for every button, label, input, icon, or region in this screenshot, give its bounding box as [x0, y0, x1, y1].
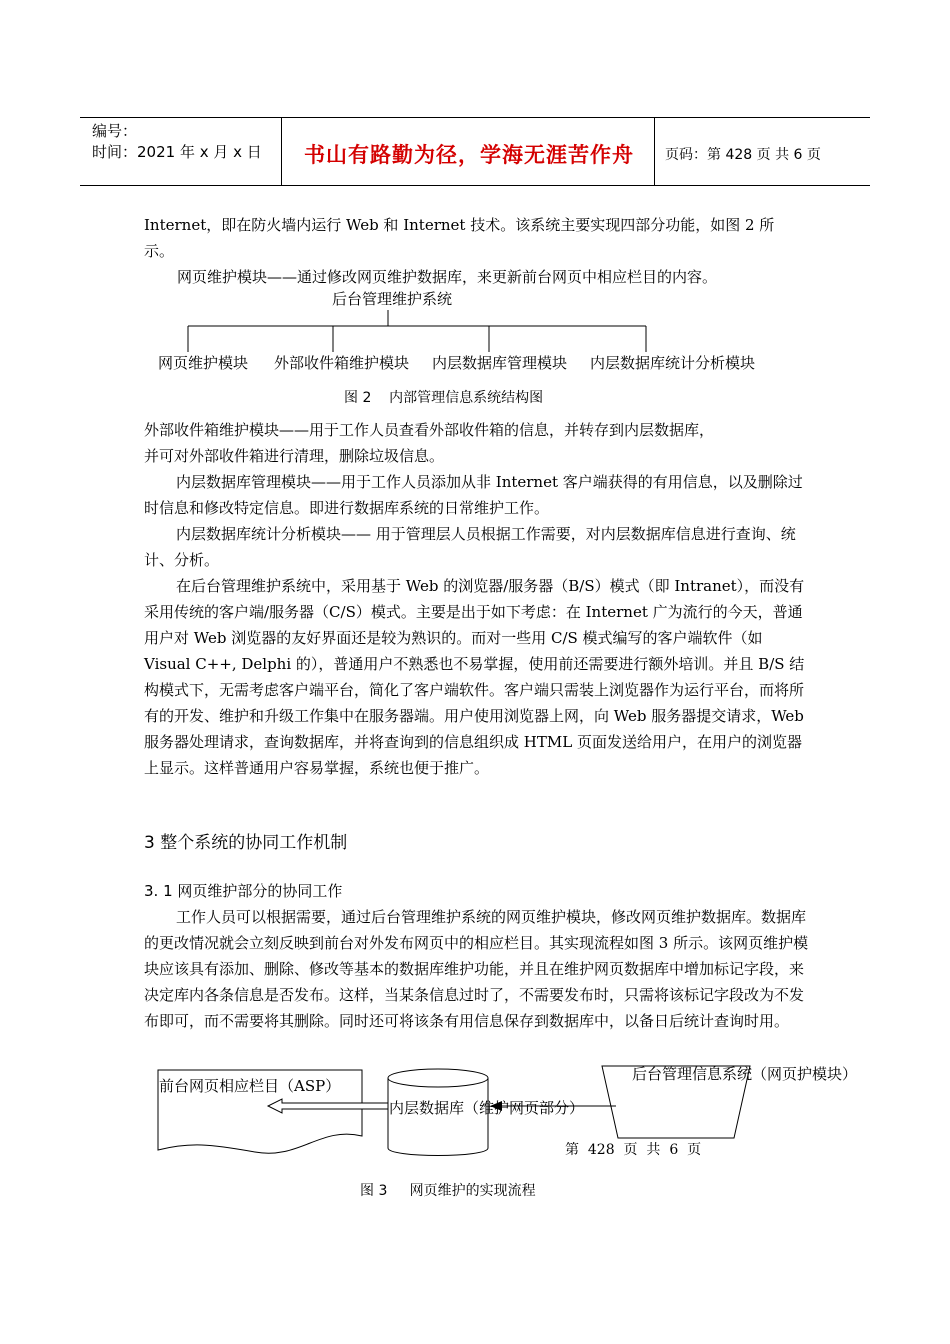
fig3-cylinder-top	[388, 1069, 488, 1087]
fig3-backend-label: 后台管理信息系统（网页护模块）	[632, 1065, 858, 1083]
fig3-front-page-label: 前台网页相应栏目（ASP）	[159, 1077, 341, 1095]
para-db-mgmt: 内层数据库管理模块——用于工作人员添加从非 Internet 客户端获得的有用信息，以及删除过时信息和修改特定信息。即进行数据库系统的日常维护工作。	[144, 473, 803, 517]
intro-line-2: 示。	[144, 242, 175, 260]
fig2-connectors	[180, 306, 660, 354]
header-divider-right	[654, 117, 655, 186]
fig2-module-db-stats: 内层数据库统计分析模块	[590, 354, 756, 372]
fig2-module-db-mgmt: 内层数据库管理模块	[432, 354, 568, 372]
para-bs-mode: 在后台管理维护系统中，采用基于 Web 的浏览器/服务器（B/S）模式（即 Intranet），而没有采用传统的客户端/服务器（C/S）模式。主要是出于如下考虑：在 Internet 广为流行的今天，普通用户对 Web 浏览器的友好界面还是较为熟识的。而对一些用 C/S 模式编写的客户端软件（如 Visual C++, Delphi 的），普通用户不熟悉也不易掌握，使用前还需要进行额外培训。并且 B/S 结构模式下，无需考虑客户端平台，简化了客户端软件。客户端只需装上浏览器作为运行平台，而将所有的开发、维护和升级工作集中在服务器端。用户使用浏览器上网，向 Web 服务器提交请求，Web 服务器处理请求，查询数据库，并将查询到的信息组织成 HTML 页面发送给用户，在用户的浏览器上显示。这样普通用户容易掌握，系统也便于推广。	[144, 577, 805, 777]
header-bottom-rule	[80, 185, 870, 186]
header-top-rule	[80, 117, 870, 118]
serial-label: 编号：	[92, 122, 138, 140]
header-divider-left	[281, 117, 282, 186]
fig3-inner-db-label: 内层数据库（维护网页部分）	[389, 1099, 585, 1117]
para-db-stats: 内层数据库统计分析模块—— 用于管理层人员根据工作需要，对内层数据库信息进行查询、统计、分析。	[144, 525, 796, 569]
fig2-module-web: 网页维护模块	[158, 354, 249, 372]
fig3-caption: 图 3 网页维护的实现流程	[360, 1183, 536, 1199]
footer-page-number: 第 428 页 共 6 页	[565, 1142, 702, 1158]
section3-1-heading: 3. 1 网页维护部分的协同工作	[144, 882, 343, 900]
section3-1-paragraph: 工作人员可以根据需要，通过后台管理维护系统的网页维护模块，修改网页维护数据库。数据库的更改情况就会立刻反映到前台对外发布网页中的相应栏目。其实现流程如图 3 所示。该网页维护模块应该具有添加、删除、修改等基本的数据库维护功能，并且在维护网页数据库中增加标记字段，来决定库内各条信息是否发布。这样，当某条信息过时了，不需要发布时，只需将该标记字段改为不发布即可，而不需要将其删除。同时还可将该条有用信息保存到数据库中，以备日后统计查询时用。	[144, 908, 809, 1030]
fig2-module-inbox: 外部收件箱维护模块	[274, 354, 410, 372]
header-page-info: 页码：第 428 页 共 6 页	[665, 147, 821, 163]
fig2-root-label: 后台管理维护系统	[332, 290, 453, 308]
fig2-caption: 图 2 内部管理信息系统结构图	[344, 390, 544, 406]
section3-heading: 3 整个系统的协同工作机制	[144, 833, 348, 853]
intro-line-1: Internet，即在防火墙内运行 Web 和 Internet 技术。该系统主要实现四部分功能，如图 2 所	[144, 216, 775, 234]
web-module-description: 网页维护模块——通过修改网页维护数据库，来更新前台网页中相应栏目的内容。	[177, 268, 718, 286]
para-inbox-line-2: 并可对外部收件箱进行清理，删除垃圾信息。	[144, 447, 445, 465]
para-inbox-line-1: 外部收件箱维护模块——用于工作人员查看外部收件箱的信息，并转存到内层数据库，	[144, 421, 715, 439]
header-motto: 书山有路勤为径，学海无涯苦作舟	[304, 143, 634, 167]
time-label: 时间：2021 年 x 月 x 日	[92, 143, 262, 161]
